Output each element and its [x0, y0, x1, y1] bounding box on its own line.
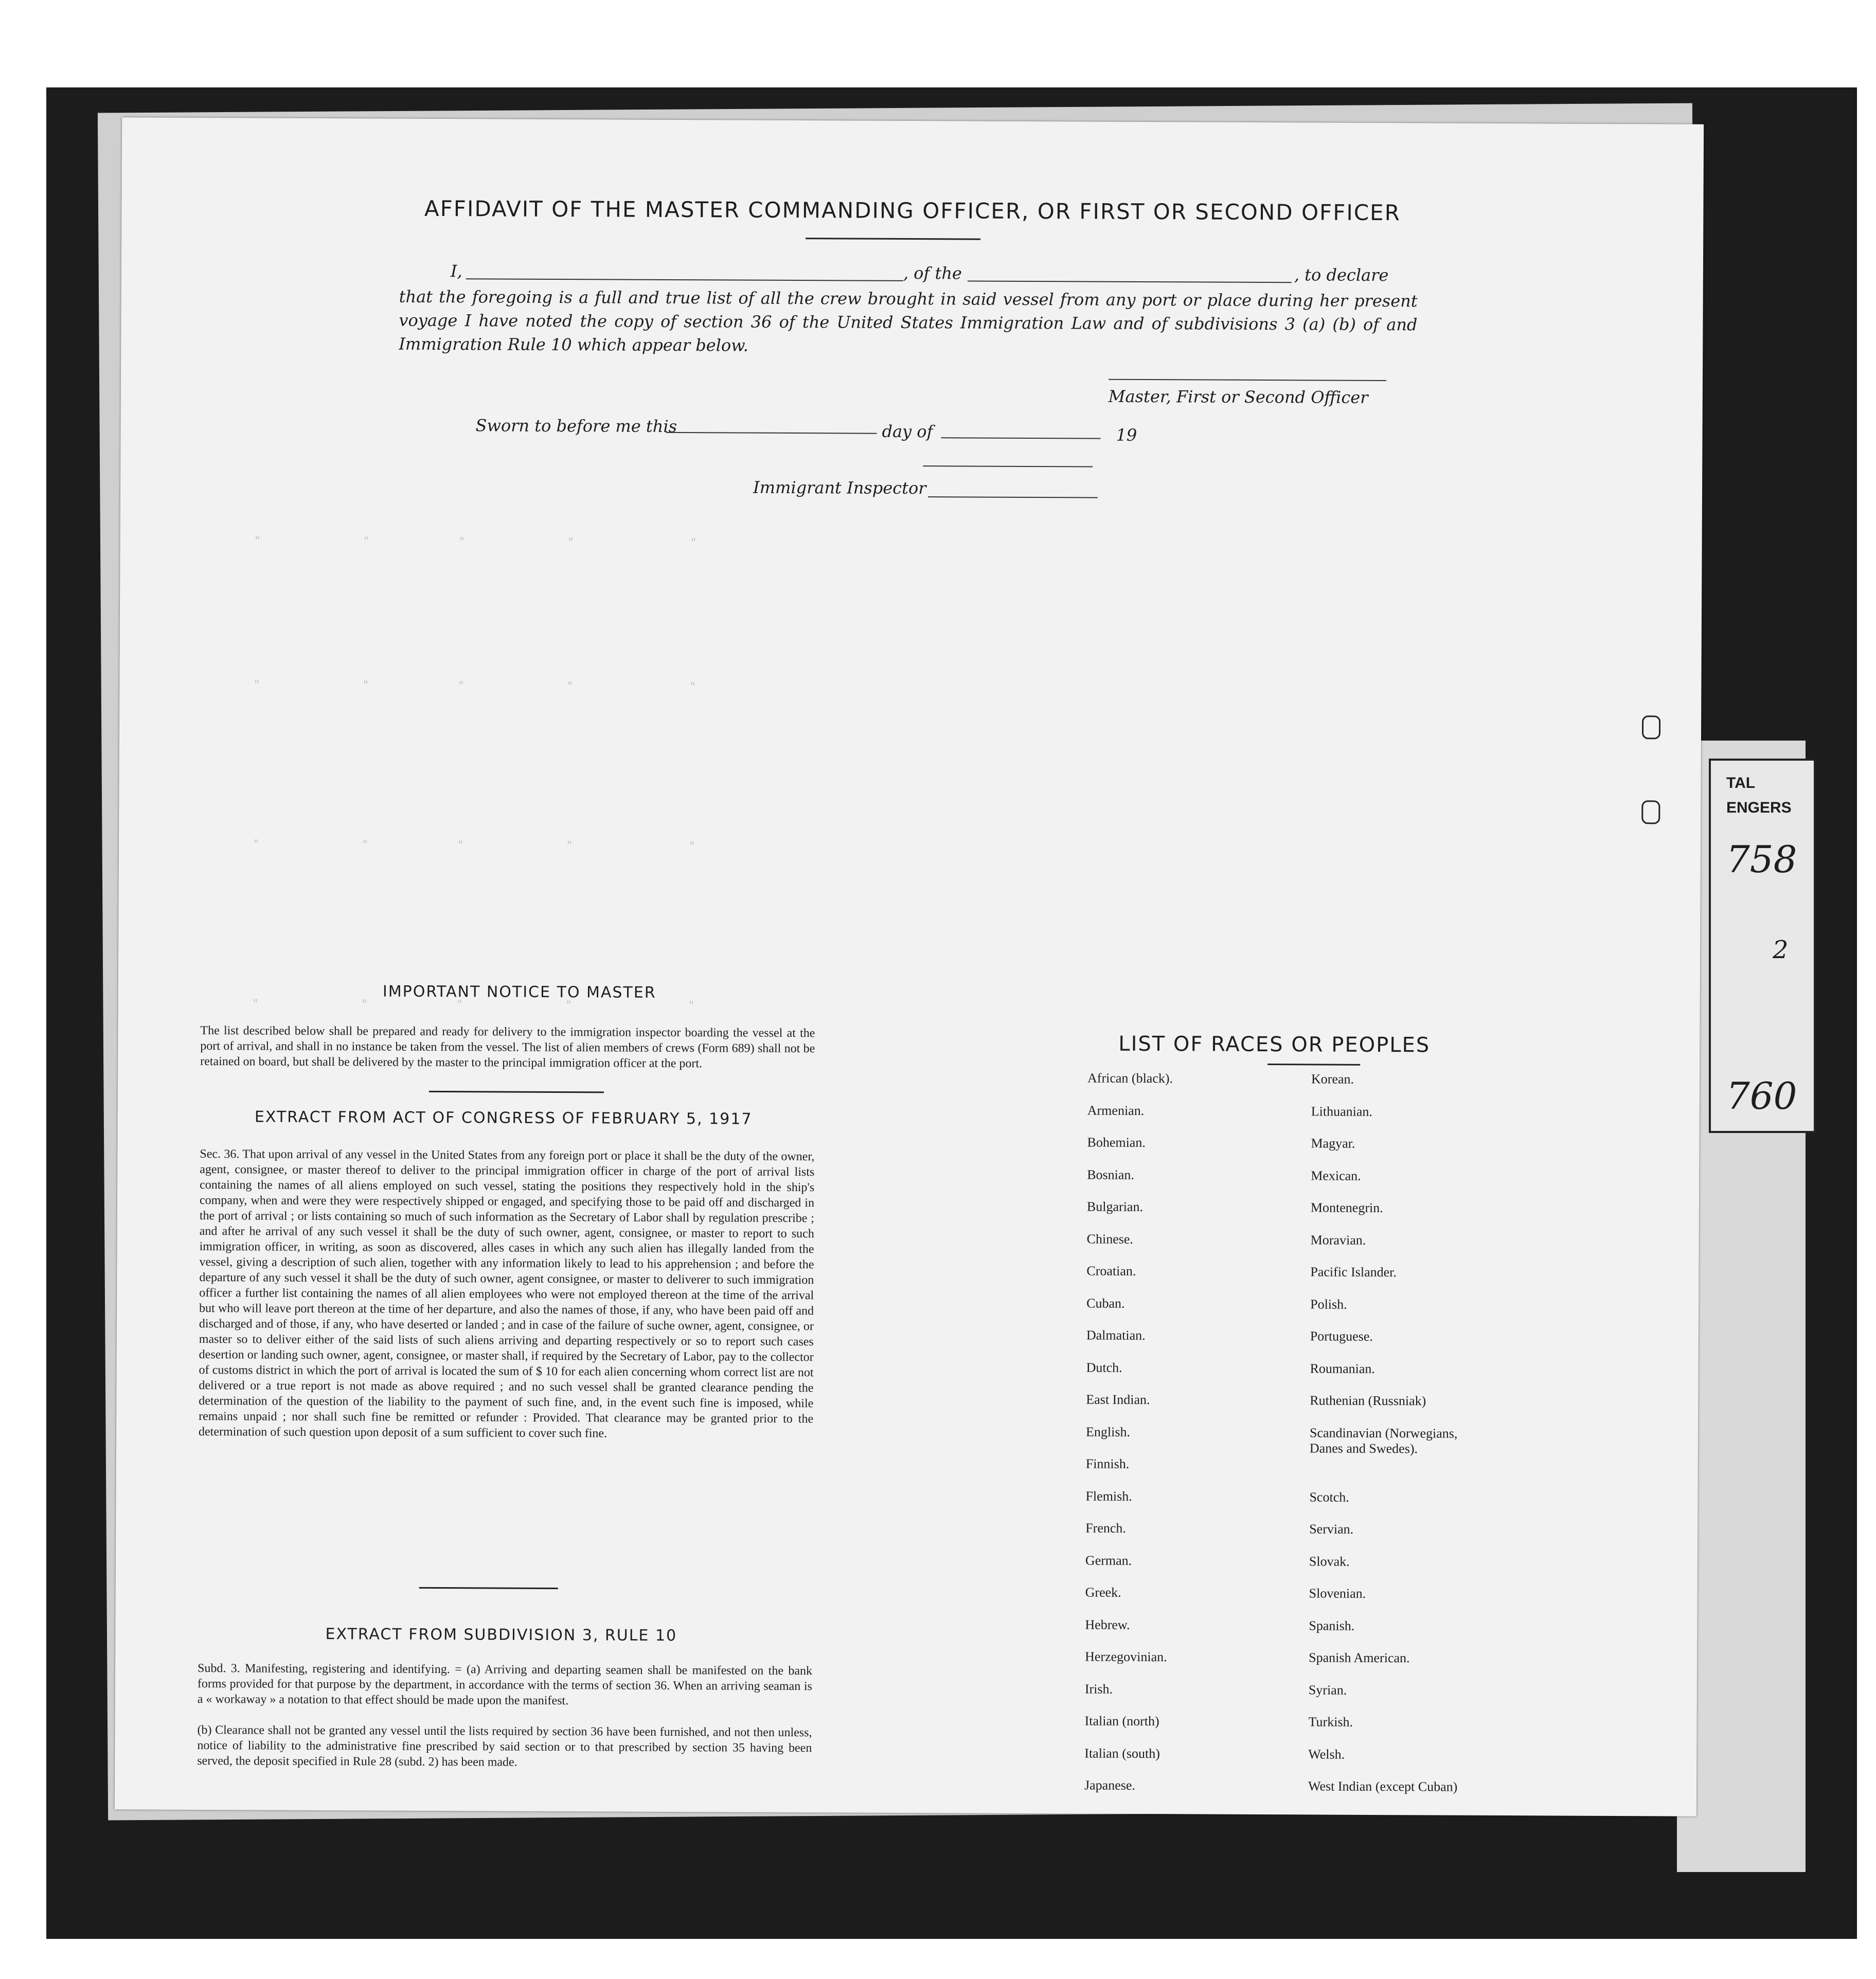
race-item: Dutch.: [1086, 1360, 1122, 1375]
race-item: Bosnian.: [1087, 1167, 1135, 1182]
race-item: Montenegrin.: [1310, 1200, 1383, 1216]
race-item: Herzegovinian.: [1085, 1649, 1167, 1665]
race-item: Spanish.: [1309, 1617, 1355, 1633]
race-item: Mexican.: [1311, 1167, 1361, 1183]
extract-rule-text-b: (b) Clearance shall not be granted any vessel until the lists required by section 36 have been furnished, and not then unless, notice of liability to the administrative fine prescribed by said section or to that prescribed by section 35 having been served, the deposit specified in Rule 28 (subd. 2) has been made.: [197, 1723, 812, 1769]
race-item: Welsh.: [1308, 1746, 1345, 1762]
race-item: Japanese.: [1084, 1777, 1136, 1793]
affidavit-title: AFFIDAVIT OF THE MASTER COMMANDING OFFICER, OR FIRST OR SECOND OFFICER: [424, 195, 1401, 226]
total-passengers-header-2: ENGERS: [1726, 799, 1792, 816]
race-item: Slovenian.: [1309, 1586, 1366, 1601]
signature-line: [1109, 364, 1386, 381]
race-item: Greek.: [1085, 1585, 1121, 1600]
race-item: Bohemian.: [1087, 1135, 1146, 1150]
race-item: Bulgarian.: [1086, 1199, 1144, 1214]
race-item: Slovak.: [1309, 1553, 1350, 1569]
bleed-through-mark: " " " " ": [254, 534, 697, 550]
race-item: Pacific Islander.: [1310, 1264, 1397, 1280]
sworn-label: Sworn to before me this: [475, 416, 677, 437]
race-item: Turkish.: [1308, 1714, 1353, 1730]
race-item: Roumanian.: [1310, 1360, 1375, 1376]
total-passengers-header-1: TAL: [1726, 775, 1756, 791]
race-item: Armenian.: [1087, 1103, 1145, 1118]
race-item: Korean.: [1311, 1071, 1354, 1087]
race-item: Cuban.: [1086, 1296, 1125, 1311]
binding-hole: [1641, 800, 1660, 824]
race-item: Lithuanian.: [1311, 1103, 1372, 1119]
races-rule: [1267, 1064, 1360, 1066]
month-line: [941, 422, 1100, 439]
race-item: Syrian.: [1308, 1682, 1347, 1698]
race-item: English.: [1085, 1424, 1131, 1440]
bleed-through-mark: " " " " ": [253, 678, 696, 694]
inspector-line: [928, 481, 1098, 498]
sworn-date-line: [666, 417, 877, 434]
total-value-3: 760: [1726, 1074, 1797, 1118]
inspector-line-top: [923, 450, 1093, 467]
race-item: Polish.: [1310, 1296, 1347, 1312]
binding-hole: [1642, 715, 1660, 739]
race-item: Croatian.: [1086, 1263, 1136, 1279]
notice-text: The list described below shall be prepared and ready for delivery to the immigration inspector boarding the vessel at the port of arrival, and shall in no instance be taken from the vessel. The list of alien members of crews (Form 689) shall not be retained on board, but shall be delivered by the master to the principal immigration officer at the port.: [200, 1023, 815, 1071]
vessel-line: [968, 265, 1292, 283]
race-item: German.: [1085, 1553, 1132, 1568]
total-value-1: 758: [1726, 838, 1797, 881]
race-item: Chinese.: [1086, 1231, 1134, 1247]
race-item: Finnish.: [1085, 1456, 1130, 1471]
total-passengers-box: [1709, 759, 1816, 1133]
signature-label: Master, First or Second Officer: [1108, 386, 1368, 407]
extract-act-title: EXTRACT FROM ACT OF CONGRESS OF FEBRUARY 5, 1917: [254, 1108, 753, 1128]
extract-rule-title: EXTRACT FROM SUBDIVISION 3, RULE 10: [325, 1625, 677, 1645]
race-item: Portuguese.: [1310, 1328, 1373, 1344]
race-item: Spanish American.: [1309, 1650, 1410, 1666]
races-left-column: [1084, 1071, 1303, 1811]
inspector-label: Immigrant Inspector: [753, 477, 926, 498]
notice-title: IMPORTANT NOTICE TO MASTER: [382, 982, 656, 1002]
affidavit-text: that the foregoing is a full and true list of all the crew brought in said vessel from any port or place during her present voyage I have noted the copy of section 36 of the United States Immigration Law and of subdivisions 3 (a) (b) of and Immigration Rule 10 which appear below.: [399, 286, 1418, 355]
race-item: Italian (south): [1084, 1746, 1160, 1761]
race-item: Scotch.: [1309, 1489, 1349, 1505]
race-item: Irish.: [1084, 1681, 1113, 1697]
total-value-2: 2: [1773, 935, 1789, 964]
day-of-label: day of: [882, 421, 933, 442]
name-line: [466, 263, 903, 281]
race-item: West Indian (except Cuban): [1308, 1778, 1458, 1794]
race-item: Servian.: [1309, 1521, 1354, 1537]
extract-act-rule: [419, 1587, 558, 1589]
race-item: Italian (north): [1084, 1713, 1159, 1729]
race-item: Ruthenian (Russniak): [1310, 1393, 1426, 1409]
title-rule: [806, 238, 980, 240]
notice-rule: [429, 1091, 604, 1093]
race-item: Magyar.: [1311, 1136, 1355, 1151]
race-item: East Indian.: [1086, 1392, 1150, 1408]
extract-rule-text-a: Subd. 3. Manifesting, registering and identifying. = (a) Arriving and departing seamen shall be manifested on the bank forms provided for that purpose by the department, in accordance with the terms of section 36. When an arriving seaman is a « workaway » a notation to that effect should be made upon the manifest.: [197, 1661, 813, 1708]
race-item: French.: [1085, 1520, 1127, 1536]
bleed-through-mark: " " " " ": [252, 997, 695, 1013]
race-item: Moravian.: [1310, 1232, 1366, 1248]
bleed-through-mark: " " " " ": [252, 838, 696, 853]
of-the-label: , of the: [903, 263, 962, 283]
to-declare-label: , to declare: [1294, 265, 1389, 285]
race-item: Dalmatian.: [1086, 1327, 1146, 1343]
extract-act-text: Sec. 36. That upon arrival of any vessel in the United States from any foreign port or place it shall be the duty of the owner, agent, consignee, or master thereof to deliver to the principal immigration officer in charge of the port of arrival lists containing the names of all aliens employed on such vessel, stating the positions they respectively hold in the ship's company, when and were they were respectively shipped or engaged, and specifying those to be paid off and discharged in the port of arrival ; or lists containing so much of such information as the Secretary of Labor shall by regulation prescribe ; and after he arrival of any such vessel it shall be the duty of such owner, agent, consignee, or master to report to such immigration officer, in writing, as soon as discovered, alles cases in which any such alien has illegally landed from the vessel, giving a description of such alien, together with any information likely to lead to his apprehension ; and before the departure of any such vessel it shall be the duty of such owner, agent consignee, or master to deliverer to such immigration officer a further list containing the names of all alien employees who were not employed thereon at the time of the arrival but who will leave port thereon at the time of her departure, and also the names of those, if any, who have been paid off and discharged and of those, if any, who have deserted or landed ; and in case of the failure of suche owner, agent, consignee, or master so to deliver either of the said lists of such aliens arriving and departing respectively or so to report such cases desertion or landing such owner, agent, consignee, or master shall, if required by the Secretary of Labor, pay to the collector of customs district in which the port of arrival is located the sum of $ 10 for each alien concerning whom correct list are not delivered or a true report is not made as above required ; and no such vessel shall be granted clearance pending the determination of the question of the liability to the payment of such fine, and, in the event such fine is imposed, while remains unpaid ; nor shall such fine be remitted or refunder : Provided. That clearance may be granted prior to the determination of such question upon deposit of a sum sufficient to cover such fine.: [198, 1147, 815, 1441]
race-item: African (black).: [1087, 1070, 1173, 1086]
race-item: Flemish.: [1085, 1488, 1132, 1504]
year-label: 19: [1116, 425, 1137, 445]
race-item: Hebrew.: [1085, 1617, 1130, 1632]
affidavit-i-label: I,: [450, 261, 462, 281]
race-item: Scandinavian (Norwegians, Danes and Swedes).: [1309, 1425, 1458, 1456]
races-right-column: [1308, 1071, 1548, 1811]
affidavit-page: [115, 117, 1704, 1816]
races-title: LIST OF RACES OR PEOPLES: [1118, 1032, 1431, 1057]
